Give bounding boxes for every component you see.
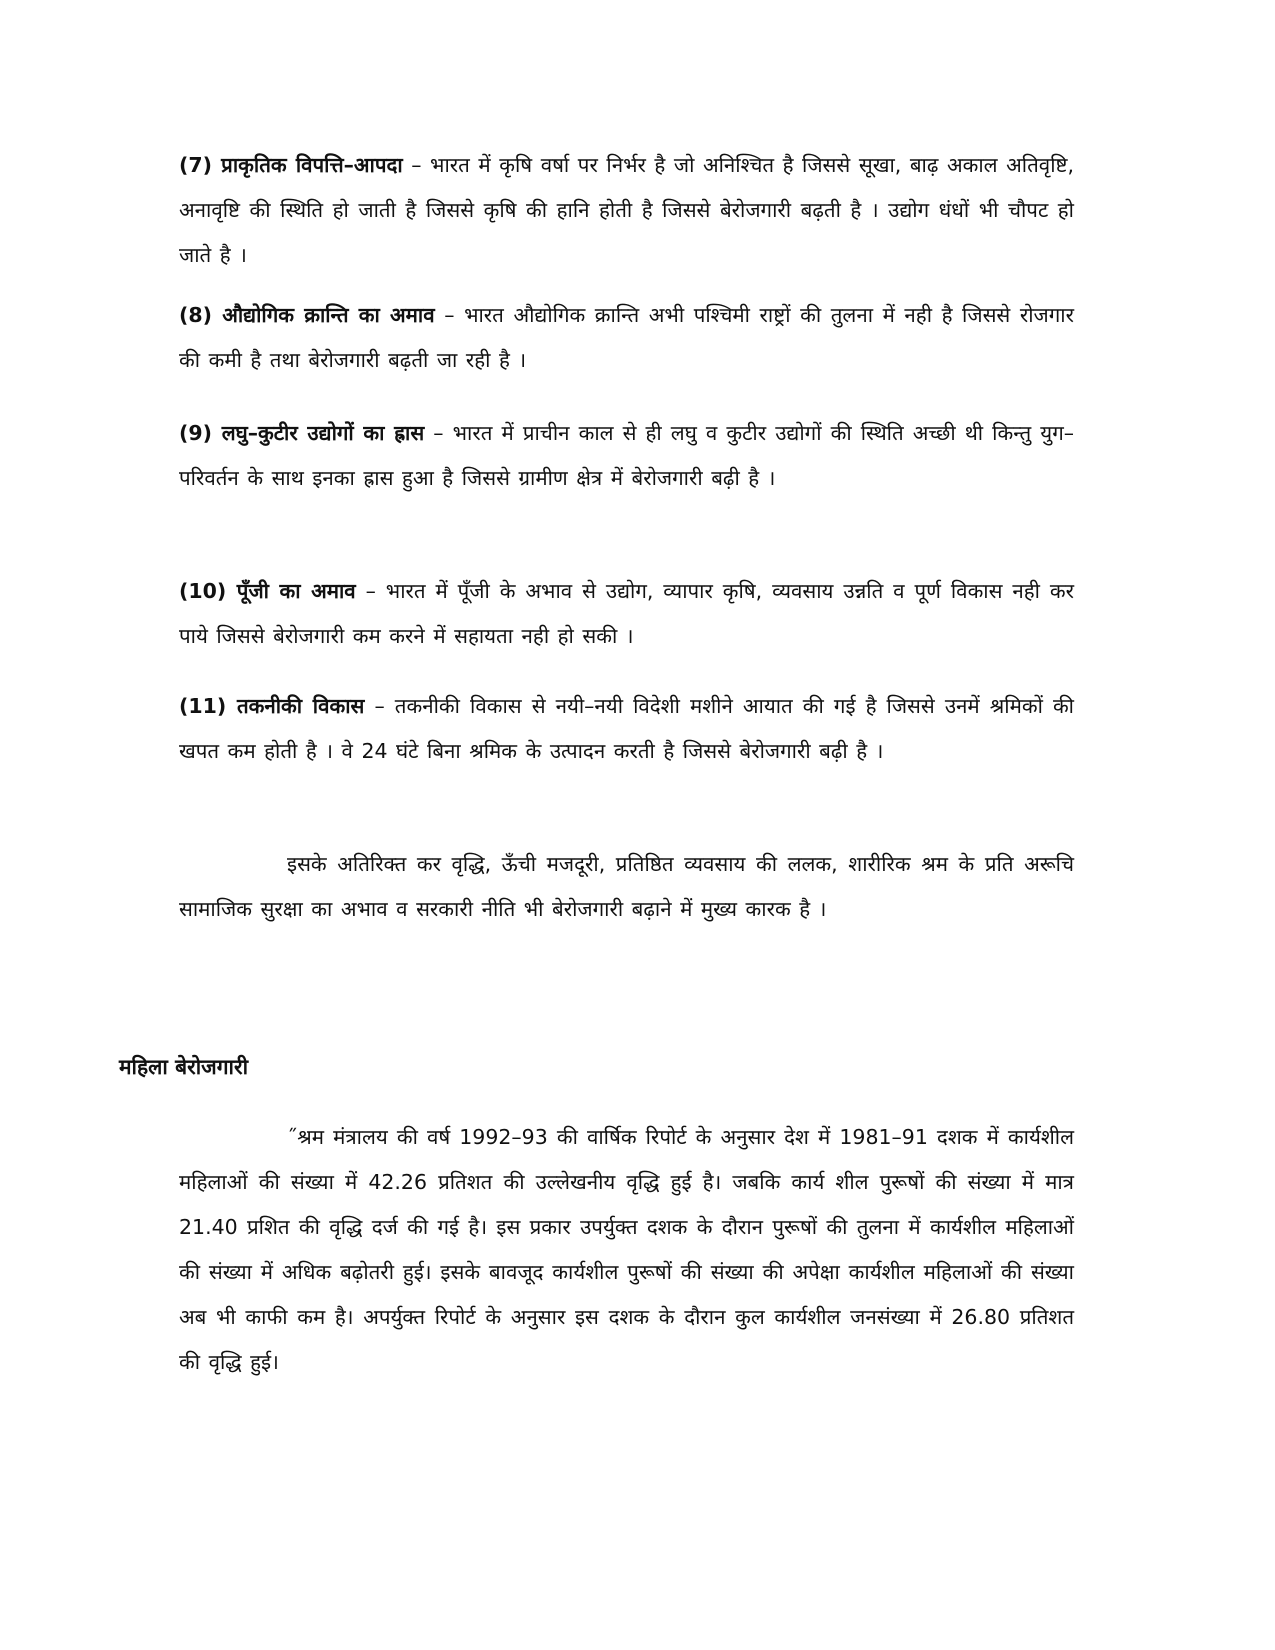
point-7-title: (7) प्राकृतिक विपत्ति–आपदा [179,153,403,177]
point-9-paragraph [179,411,1074,501]
point-7-body: – भारत में कृषि वर्षा पर निर्भर है जो अनिश्चित है जिससे सूखा, बाढ़ अकाल अतिवृष्टि, अनावृष्टि की स्थिति हो जाती है जिससे कृषि की हानि होती है जिससे बेरोजगारी बढ़ती है । उद्योग धंधों भी चौपट हो जाते है । [179,153,1074,267]
point-11-body: – तकनीकी विकास से नयी–नयी विदेशी मशीने आयात की गई है जिससे उनमें श्रमिकों की खपत कम होती है । वे 24 घंटे बिना श्रमिक के उत्पादन करती है जिससे बेरोजगारी बढ़ी है । [179,694,1074,763]
section-heading: महिला बेरोजगारी [119,1055,249,1079]
point-11-paragraph [179,684,1074,774]
point-8-body: – भारत औद्योगिक क्रान्ति अभी पश्चिमी राष्ट्रों की तुलना में नही है जिससे रोजगार की कमी है तथा बेरोजगारी बढ़ती जा रही है । [179,303,1075,372]
point-9-body: – भारत में प्राचीन काल से ही लघु व कुटीर उद्योगों की स्थिति अच्छी थी किन्तु युग–परिवर्तन के साथ इनका ह्रास हुआ है जिससे ग्रामीण क्षेत्र में बेरोजगारी बढ़ी है । [179,421,1074,490]
point-8-paragraph [179,293,1074,383]
summary-paragraph: इसके अतिरिक्त कर वृद्धि, ऊँची मजदूरी, प्रतिष्ठित व्यवसाय की ललक, शारीरिक श्रम के प्रति अरूचि सामाजिक सुरक्षा का अभाव व सरकारी नीति भी बेरोजगारी बढ़ाने में मुख्य कारक है । [179,852,1074,921]
point-7-paragraph [179,143,1074,278]
point-10-body: – भारत में पूँजी के अभाव से उद्योग, व्यापार कृषि, व्यवसाय उन्नति व पूर्ण विकास नही कर पाये जिससे बेरोजगारी कम करने में सहायता नही हो सकी । [179,579,1074,648]
section-body-paragraph: ˝श्रम मंत्रालय की वर्ष 1992–93 की वार्षिक रिपोर्ट के अनुसार देश में 1981–91 दशक में कार्यशील महिलाओं की संख्या में 42.26 प्रतिशत की उल्लेखनीय वृद्धि हुई है। जबकि कार्य शील पुरूषों की संख्या में मात्र 21.40 प्रशित की वृद्धि दर्ज की गई है। इस प्रकार उपर्युक्त दशक के दौरान पुरूषों की तुलना में कार्यशील महिलाओं की संख्या में अधिक बढ़ोतरी हुई। इसके बावजूद कार्यशील पुरूषों की संख्या की अपेक्षा कार्यशील महिलाओं की संख्या अब भी काफी कम है। अपर्युक्त रिपोर्ट के अनुसार इस दशक के दौरान कुल कार्यशील जनसंख्या में 26.80 प्रतिशत की वृद्धि हुई। [179,1125,1074,1374]
point-10-title: (10) पूँजी का अमाव [179,579,356,603]
point-10-paragraph [179,569,1074,659]
point-8-title: (8) औद्योगिक क्रान्ति का अमाव [179,303,435,327]
point-9-title: (9) लघु–कुटीर उद्योगों का ह्रास [179,421,425,445]
point-11-title: (11) तकनीकी विकास [179,694,365,718]
